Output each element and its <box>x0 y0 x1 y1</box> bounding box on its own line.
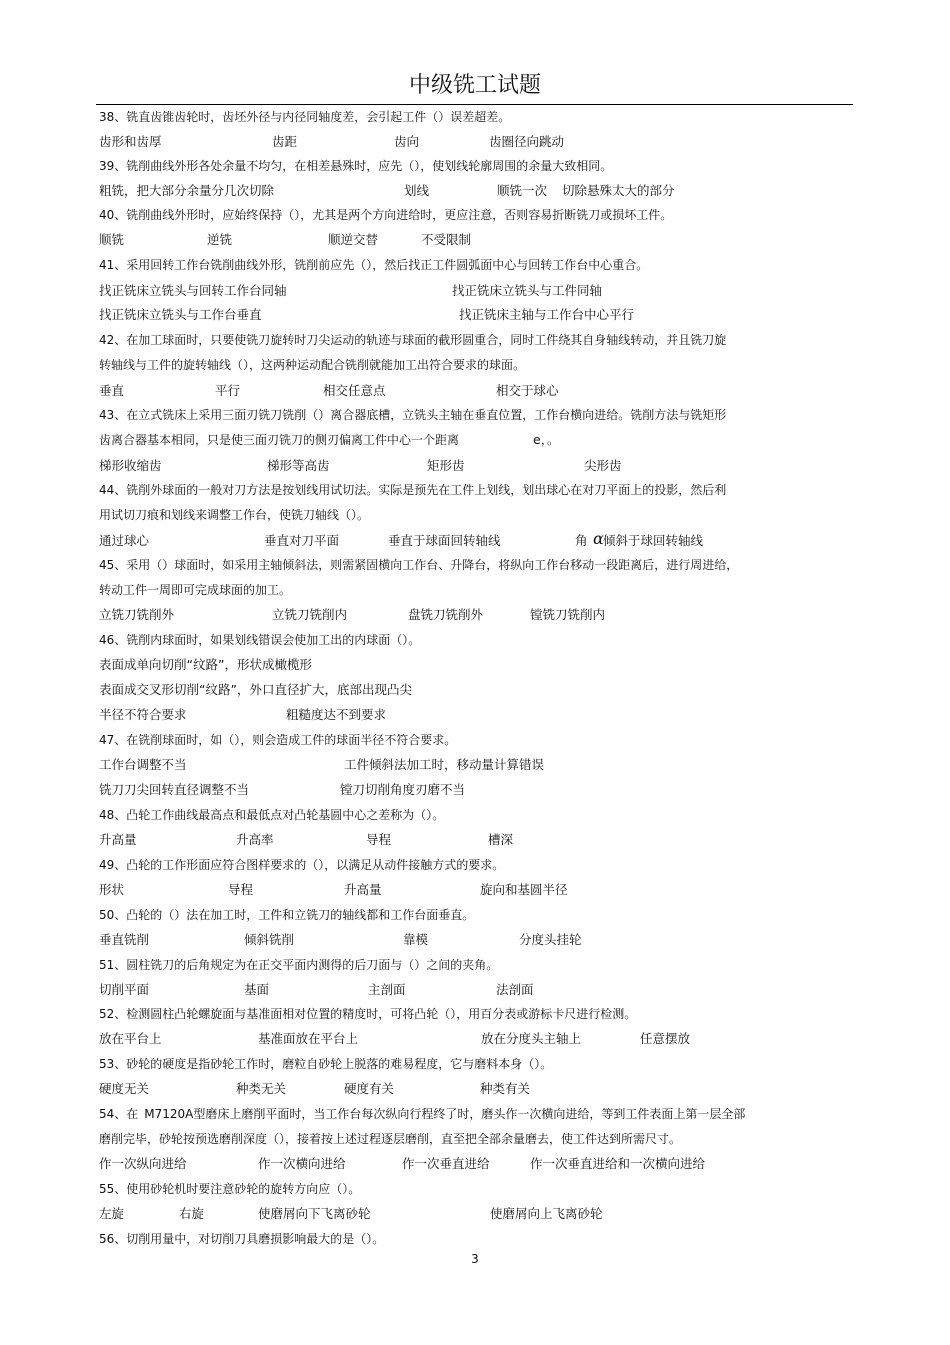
q38-option-b: 齿距 <box>272 134 298 149</box>
q42-option-a: 垂直 <box>99 383 125 398</box>
q48-option-d: 槽深 <box>488 832 514 847</box>
q41-option-b: 找正铣床立铣头与工件同轴 <box>452 283 603 298</box>
q49-option-c: 升高量 <box>344 882 382 897</box>
q44-option-a: 通过球心 <box>99 533 150 548</box>
q46-option-b: 表面成交叉形切削“纹路”，外口直径扩大，底部出现凸尖 <box>99 682 412 697</box>
q52-option-a: 放在平台上 <box>99 1031 162 1046</box>
q45-option-c: 盘铣刀铣削外 <box>408 607 484 622</box>
question-46: 46、铣削内球面时，如果划线错误会使加工出的内球面（）。 <box>99 633 421 647</box>
question-53: 53、砂轮的硬度是指砂轮工作时，磨粒自砂轮上脱落的难易程度，它与磨料本身（）。 <box>99 1057 553 1071</box>
q47-option-c: 铣刀刀尖回转直径调整不当 <box>99 782 250 797</box>
q48-option-c: 导程 <box>366 832 392 847</box>
q44-option-b: 垂直对刀平面 <box>264 533 340 548</box>
q53-option-d: 种类有关 <box>480 1081 531 1096</box>
question-45-cont: 转动工件一周即可完成球面的加工。 <box>99 583 292 597</box>
question-43-cont: 齿离合器基本相同，只是使三面刃铣刀的侧刃偏离工件中心一个距离 <box>99 433 460 447</box>
question-54-cont: 磨削完毕，砂轮按预选磨削深度（），接着按上述过程逐层磨削，直至把全部余量磨去，使工件达到所需尺寸。 <box>99 1132 682 1146</box>
q44-option-c: 垂直于球面回转轴线 <box>388 533 501 548</box>
question-39: 39、铣削曲线外形各处余量不均匀，在相差悬殊时，应先（），使划线轮廓周围的余量大致相同。 <box>99 159 613 173</box>
q55-option-d: 使磨屑向上飞离砂轮 <box>490 1206 603 1221</box>
q53-option-a: 硬度无关 <box>99 1081 150 1096</box>
q54-rest: 型磨床上磨削平面时，当工作台每次纵向行程终了时，磨头作一次横向进给，等到工件表面上第一层全部 <box>193 1107 746 1121</box>
q44-option-d-prefix: 角 <box>575 533 588 548</box>
page-number: 3 <box>471 1252 479 1266</box>
q50-option-b: 倾斜铣削 <box>244 932 295 947</box>
q54-option-a: 作一次纵向进给 <box>99 1156 187 1171</box>
q38-option-a: 齿形和齿厚 <box>99 134 162 149</box>
q51-option-d: 法剖面 <box>496 982 534 997</box>
q43-option-a: 梯形收缩齿 <box>99 458 162 473</box>
question-47: 47、在铣削球面时，如（），则会造成工件的球面半径不符合要求。 <box>99 733 457 747</box>
alpha-symbol: α <box>593 529 604 548</box>
question-42-cont: 转轴线与工件的旋转轴线（），这两种运动配合铣削就能加工出符合要求的球面。 <box>99 358 526 372</box>
q38-option-d: 齿圈径向跳动 <box>489 134 565 149</box>
q51-option-b: 基面 <box>244 982 270 997</box>
q54-option-b: 作一次横向进给 <box>258 1156 346 1171</box>
q54-model: M7120A <box>144 1107 194 1121</box>
q41-option-d: 找正铣床主轴与工作台中心平行 <box>459 307 635 322</box>
question-52: 52、检测圆柱凸轮螺旋面与基准面相对位置的精度时，可将凸轮（），用百分表或游标卡尺进行检测。 <box>99 1007 637 1021</box>
q41-option-c: 找正铣床立铣头与工作台垂直 <box>99 307 262 322</box>
q48-option-b: 升高率 <box>236 832 274 847</box>
q55-option-c: 使磨屑向下飞离砂轮 <box>258 1206 371 1221</box>
q43-cont-e: e，。 <box>533 432 560 447</box>
q54-prefix: 54、在 <box>99 1107 139 1121</box>
q43-option-c: 矩形齿 <box>427 458 465 473</box>
question-54 <box>99 1106 745 1122</box>
q50-option-c: 靠模 <box>403 932 429 947</box>
q50-option-a: 垂直铣削 <box>99 932 150 947</box>
q48-option-a: 升高量 <box>99 832 137 847</box>
q47-option-d: 镗刀切削角度刃磨不当 <box>340 782 466 797</box>
question-45: 45、采用（）球面时，如采用主轴倾斜法，则需紧固横向工作台、升降台，将纵向工作台移动一段距离后，进行周进给， <box>99 558 739 572</box>
q46-option-c: 半径不符合要求 <box>99 707 187 722</box>
question-49: 49、凸轮的工作形面应符合图样要求的（），以满足从动件接触方式的要求。 <box>99 858 505 872</box>
q46-option-d: 粗糙度达不到要求 <box>286 707 387 722</box>
question-38: 38、铣直齿锥齿轮时，齿坯外径与内径同轴度差，会引起工件（）误差超差。 <box>99 110 511 124</box>
q55-option-a: 左旋 <box>99 1206 125 1221</box>
q45-option-b: 立铣刀铣削内 <box>272 607 348 622</box>
q52-option-c: 放在分度头主轴上 <box>481 1031 582 1046</box>
question-55: 55、使用砂轮机时要注意砂轮的旋转方向应（）。 <box>99 1182 361 1196</box>
question-42: 42、在加工球面时，只要使铣刀旋转时刀尖运动的轨迹与球面的截形圆重合，同时工件绕其自身轴线转动，并且铣刀旋 <box>99 333 727 347</box>
q53-option-c: 硬度有关 <box>344 1081 395 1096</box>
q51-option-c: 主剖面 <box>368 982 406 997</box>
q42-option-c: 相交任意点 <box>323 383 386 398</box>
q47-option-a: 工作台调整不当 <box>99 757 187 772</box>
question-51: 51、圆柱铣刀的后角规定为在正交平面内测得的后刀面与（）之间的夹角。 <box>99 958 499 972</box>
q52-option-d: 任意摆放 <box>640 1031 691 1046</box>
q49-option-a: 形状 <box>99 882 125 897</box>
q46-option-a: 表面成单向切削“纹路”，形状成橄榄形 <box>99 657 312 672</box>
q39-option-a: 粗铣，把大部分余量分几次切除 <box>99 183 275 198</box>
q49-option-b: 导程 <box>228 882 254 897</box>
question-48: 48、凸轮工作曲线最高点和最低点对凸轮基圆中心之差称为（）。 <box>99 808 445 822</box>
q53-option-b: 种类无关 <box>236 1081 287 1096</box>
question-44-cont: 用试切刀痕和划线来调整工作台，使铣刀轴线（）。 <box>99 508 370 522</box>
q55-option-b: 右旋 <box>179 1206 205 1221</box>
q54-option-c: 作一次垂直进给 <box>402 1156 490 1171</box>
q42-option-d: 相交于球心 <box>496 383 559 398</box>
q40-option-c: 顺逆交替 <box>328 232 379 247</box>
page-title: 中级铣工试题 <box>408 73 541 98</box>
question-50: 50、凸轮的（）法在加工时，工件和立铣刀的轴线都和工作台面垂直。 <box>99 908 475 922</box>
q39-option-c: 顺铣一次 <box>497 183 548 198</box>
q43-option-b: 梯形等高齿 <box>267 458 330 473</box>
q39-option-d: 切除悬殊太大的部分 <box>562 183 675 198</box>
q40-option-d: 不受限制 <box>421 232 472 247</box>
q38-option-c: 齿向 <box>394 134 420 149</box>
q45-option-d: 镗铣刀铣削内 <box>530 607 606 622</box>
q41-option-a: 找正铣床立铣头与回转工作台同轴 <box>99 283 287 298</box>
q50-option-d: 分度头挂轮 <box>519 932 582 947</box>
q49-option-d: 旋向和基圆半径 <box>480 882 568 897</box>
q52-option-b: 基准面放在平台上 <box>258 1031 359 1046</box>
question-56: 56、切削用量中，对切削刀具磨损影响最大的是（）。 <box>99 1232 385 1246</box>
q44-option-d: 倾斜于球回转轴线 <box>603 533 704 548</box>
q51-option-a: 切削平面 <box>99 982 150 997</box>
q47-option-b: 工件倾斜法加工时，移动量计算错误 <box>344 757 545 772</box>
q42-option-b: 平行 <box>215 383 241 398</box>
question-41: 41、采用回转工作台铣削曲线外形，铣削前应先（），然后找正工件圆弧面中心与回转工作台中心重合。 <box>99 258 649 272</box>
q43-option-d: 尖形齿 <box>584 458 622 473</box>
q45-option-a: 立铣刀铣削外 <box>99 607 175 622</box>
q39-option-b: 划线 <box>404 183 430 198</box>
question-40: 40、铣削曲线外形时，应始终保持（），尤其是两个方向进给时，更应注意，否则容易折断铣刀或损坏工件。 <box>99 208 673 222</box>
q54-option-d: 作一次垂直进给和一次横向进给 <box>530 1156 706 1171</box>
q40-option-b: 逆铣 <box>207 232 233 247</box>
title-divider <box>96 104 853 105</box>
q40-option-a: 顺铣 <box>99 232 125 247</box>
question-43: 43、在立式铣床上采用三面刃铣刀铣削（）离合器底槽，立铣头主轴在垂直位置，工作台横向进给。铣削方法与铣矩形 <box>99 408 727 422</box>
question-44: 44、铣削外球面的一般对刀方法是按划线用试切法。实际是预先在工件上划线，划出球心在对刀平面上的投影，然后利 <box>99 483 727 497</box>
